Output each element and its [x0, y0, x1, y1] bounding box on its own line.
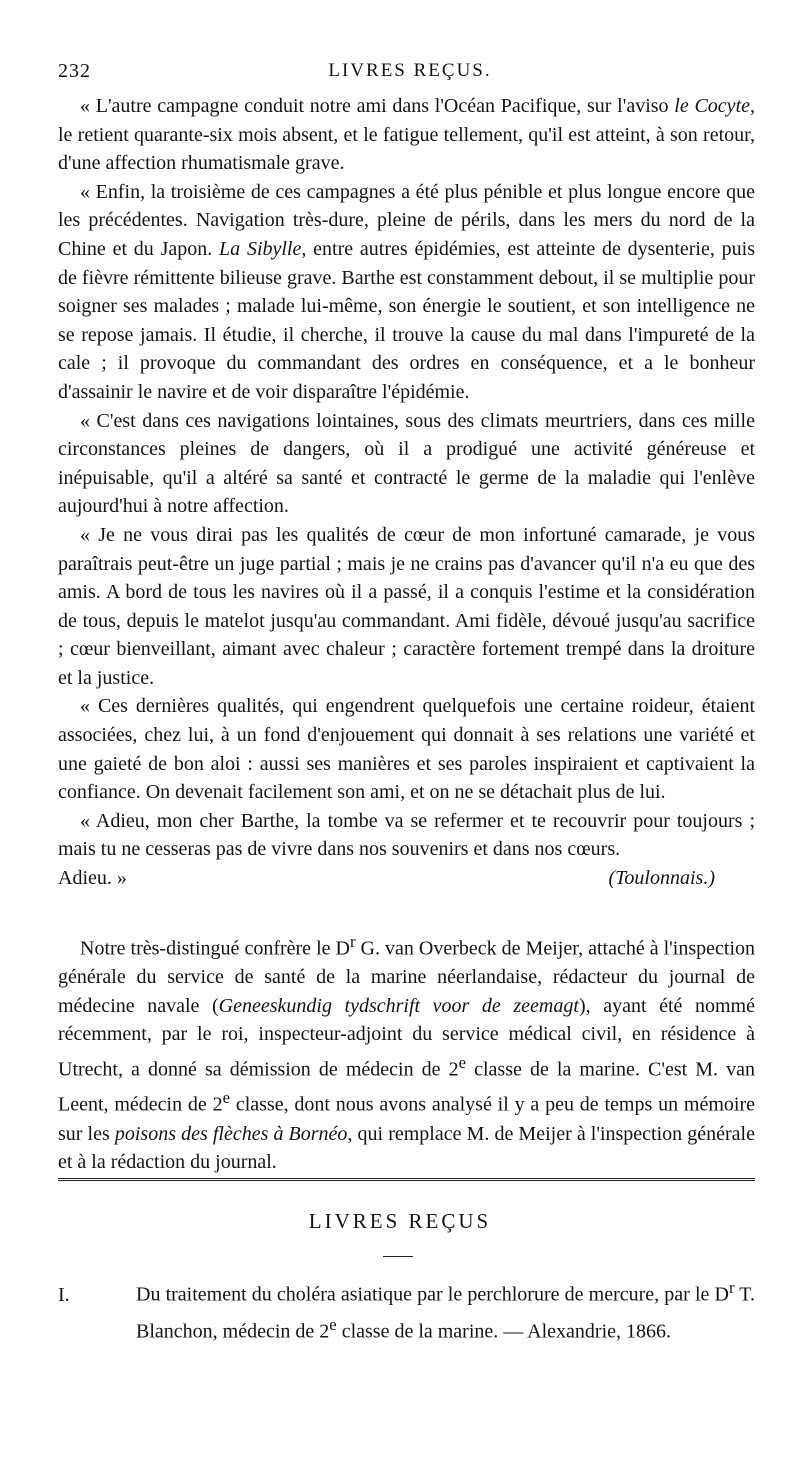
entry-number: I. [58, 1283, 70, 1306]
page-number: 232 [58, 60, 91, 82]
paragraph: Notre très-distingué confrère le $D^r$ G. van Overbeck de Meijer, attaché à l'inspection générale du service de santé de la marine néerlandaise, rédacteur du journal de médecine navale (Geneeskundig tydschrift voor de zeemagt), ayant été nommé récemment, par le roi, inspecteur-adjoint du service médical civil, en résidence à Utrecht, a donné sa démission de médecin de 2e classe de la marine. C'est M. van Leent, médecin de 2e classe, dont nous avons analysé il y a peu de temps un mémoire sur les poisons des flèches à Bornéo, qui remplace M. de Meijer à l'inspection générale et à la rédaction du journal. [58, 932, 755, 1174]
ship-name: La Sibylle [219, 237, 302, 260]
ship-name: le Cocyte [674, 95, 750, 117]
paragraph: « Ces dernières qualités, qui engendrent quelquefois une certaine roideur, étaient associées, chez lui, à un fond d'enjouement qui donnait à ses relations une variété et une gaieté de bon aloi : aussi ses manières et ses paroles inspiraient et captivaient la confiance. On devenait facilement son ami, et on ne se détachait plus de lui. [58, 695, 755, 804]
signature: (Toulonnais.) [608, 867, 715, 890]
section-divider [58, 1178, 755, 1181]
book-entry: I. Du traitement du choléra asiatique par le perchlorure de mercure, par le $D^r$ T. Blanchon, médecin de 2e classe de la marine. — Alexandrie, 1866. [58, 1278, 756, 1343]
paragraph: « Je ne vous dirai pas les qualités de cœur de mon infortuné camarade, je vous paraîtrais peut-être un juge partial ; mais je ne crains pas d'avancer qu'il n'a eu que des amis. A bord de tous les navires où il a passé, il a conquis l'estime et la considération de tous, depuis le matelot jusqu'au commandant. Ami fidèle, dévoué jusqu'au sacrifice ; cœur bienveillant, aimant avec chaleur ; caractère fortement trempé dans la droiture et la justice. [58, 523, 755, 689]
running-head [58, 60, 762, 90]
obituary-text [58, 92, 755, 893]
journal-title: Geneeskundig tydschrift voor de zeemagt [218, 994, 579, 1017]
heading-rule [383, 1256, 413, 1257]
paragraph: « Enfin, la troisième de ces campagnes a été plus pénible et plus longue encore que les précédentes. Navigation très-dure, pleine de périls, dans les mers du nord de la Chine et du Japon. La Sibylle, entre autres épidémies, est atteinte de dysenterie, puis de fièvre rémittente bilieuse grave. Barthe est constamment debout, il se multiplie pour soigner ses malades ; malade lui-même, son énergie le soutient, et son intelligence ne se repose jamais. Il étudie, il cherche, il trouve la cause du mal dans l'impureté de la cale ; il provoque du commandant des ordres en conséquence, et a le bonheur d'assainir le navire et de voir disparaître l'épidémie. [58, 180, 755, 403]
paragraph: « Adieu, mon cher Barthe, la tombe va se refermer et te recouvrir pour toujours ; mais tu ne cesseras pas de vivre dans nos souvenirs et dans nos cœurs. [58, 809, 755, 861]
signature-line [58, 864, 755, 893]
running-title: LIVRES REÇUS. [328, 60, 492, 81]
paragraph: « L'autre campagne conduit notre ami dans l'Océan Pacifique, sur l'aviso le Cocyte, le retient quarante-six mois absent, et le fatigue tellement, qu'il est atteint, à son retour, d'une affection rhumatismale grave. [58, 95, 755, 175]
memoir-title: poisons des flèches à Bornéo [114, 1122, 348, 1145]
news-item [58, 928, 755, 1177]
closing-words: Adieu. » [58, 867, 127, 890]
section-heading: LIVRES REÇUS [308, 1209, 492, 1233]
paragraph: « C'est dans ces navigations lointaines, sous des climats meurtriers, dans ces mille circonstances pleines de dangers, où il a prodigué une activité généreuse et inépuisable, qu'il a altéré sa santé et contracté le germe de la maladie qui l'enlève aujourd'hui à notre affection. [58, 409, 755, 518]
